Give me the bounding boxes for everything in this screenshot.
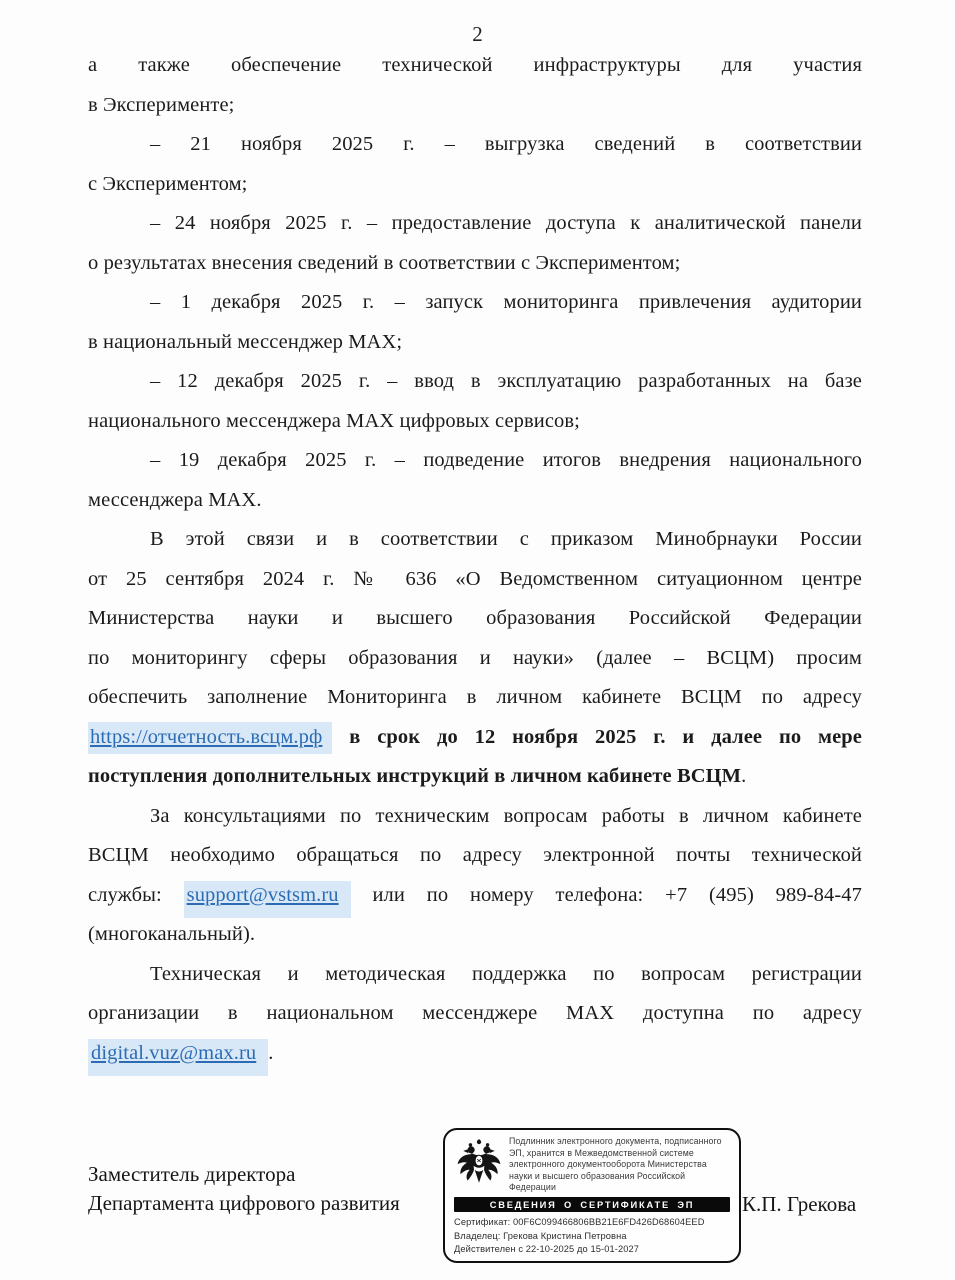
- body-line: в национальный мессенджер MAX;: [88, 330, 403, 353]
- body-line: организации в национальном мессенджере MAX доступна по адресу: [88, 1002, 862, 1024]
- body-line: а также обеспечение технической инфраструктуры для участия: [88, 54, 862, 76]
- body-line: [88, 757, 862, 797]
- body-line: по мониторингу сферы образования и науки» (далее – ВСЦМ) просим: [88, 646, 862, 669]
- body-line: от 25 сентября 2024 г. № 636 «О Ведомственном ситуационном центре: [88, 567, 862, 590]
- body-text-run: .: [741, 765, 747, 787]
- body-line: национального мессенджера MAX цифровых сервисов;: [88, 409, 580, 432]
- body-line: с Экспериментом;: [88, 172, 248, 195]
- body-line: За консультациями по техническим вопросам работы в личном кабинете: [150, 804, 862, 827]
- deadline-bold-text: в срок до 12 ноября 2025 г. и далее по мере: [349, 725, 862, 748]
- body-text-run: .: [268, 1041, 274, 1064]
- body-line: – 21 ноября 2025 г. – выгрузка сведений в соответствии: [150, 133, 862, 155]
- body-line: в Эксперименте;: [88, 93, 235, 116]
- body-line: – 12 декабря 2025 г. – ввод в эксплуатацию разработанных на базе: [150, 370, 862, 392]
- body-text-run: службы:: [88, 883, 162, 906]
- stamp-certificate-validity: Действителен с 22-10-2025 до 15-01-2027: [454, 1244, 640, 1255]
- body-line: В этой связи и в соответствии с приказом Минобрнауки России: [150, 528, 862, 550]
- body-line: Техническая и методическая поддержка по вопросам регистрации: [150, 962, 862, 985]
- signatory-role-line: Департамента цифрового развития: [88, 1191, 400, 1215]
- body-line: ВСЦМ необходимо обращаться по адресу электронной почты технической: [88, 844, 862, 866]
- body-line: [88, 1034, 862, 1074]
- max-registration-email-link[interactable]: digital.vuz@max.ru: [88, 1039, 268, 1076]
- deadline-bold-text: поступления дополнительных инструкций в личном кабинете ВСЦМ: [88, 765, 742, 787]
- reporting-portal-link[interactable]: https://отчетность.всцм.рф: [88, 722, 332, 754]
- stamp-legal-text: Подлинник электронного документа, подписанного ЭП, хранится в Межведомственной системе электронного документооборота Министерства науки и высшего образования Российской Федерации: [509, 1136, 722, 1193]
- stamp-certificate-title: СВЕДЕНИЯ О СЕРТИФИКАТЕ ЭП: [454, 1197, 730, 1213]
- signatory-name: К.П. Грекова: [742, 1192, 857, 1216]
- body-line: о результатах внесения сведений в соответствии с Экспериментом;: [88, 251, 681, 274]
- stamp-certificate-number: Сертификат: 00F6C099466806BB21E6FD426D68604EED: [454, 1217, 705, 1228]
- body-line: (многоканальный).: [88, 923, 256, 945]
- body-line: [88, 718, 862, 758]
- body-line: – 19 декабря 2025 г. – подведение итогов внедрения национального: [150, 449, 862, 471]
- body-line: обеспечить заполнение Мониторинга в личном кабинете ВСЦМ по адресу: [88, 686, 862, 708]
- body-line: – 24 ноября 2025 г. – предоставление доступа к аналитической панели: [150, 212, 862, 234]
- body-line: – 1 декабря 2025 г. – запуск мониторинга привлечения аудитории: [150, 291, 862, 313]
- body-line: [88, 876, 862, 916]
- stamp-certificate-details: [454, 1216, 730, 1257]
- russia-coat-of-arms-icon: [454, 1136, 504, 1188]
- body-line: мессенджера MAX.: [88, 488, 262, 511]
- signatory-role: [88, 1160, 458, 1218]
- document-body: [88, 46, 862, 1073]
- stamp-header: [454, 1136, 730, 1194]
- electronic-signature-stamp: [443, 1128, 741, 1263]
- body-line: Министерства науки и высшего образования Российской Федерации: [88, 607, 862, 629]
- body-text-run: или по номеру телефона: +7 (495) 989-84-47: [372, 883, 862, 906]
- stamp-certificate-owner: Владелец: Грекова Кристина Петровна: [454, 1230, 627, 1241]
- support-email-link[interactable]: support@vstsm.ru: [184, 881, 351, 918]
- page-number: 2: [472, 22, 483, 46]
- signatory-role-line: Заместитель директора: [88, 1162, 296, 1186]
